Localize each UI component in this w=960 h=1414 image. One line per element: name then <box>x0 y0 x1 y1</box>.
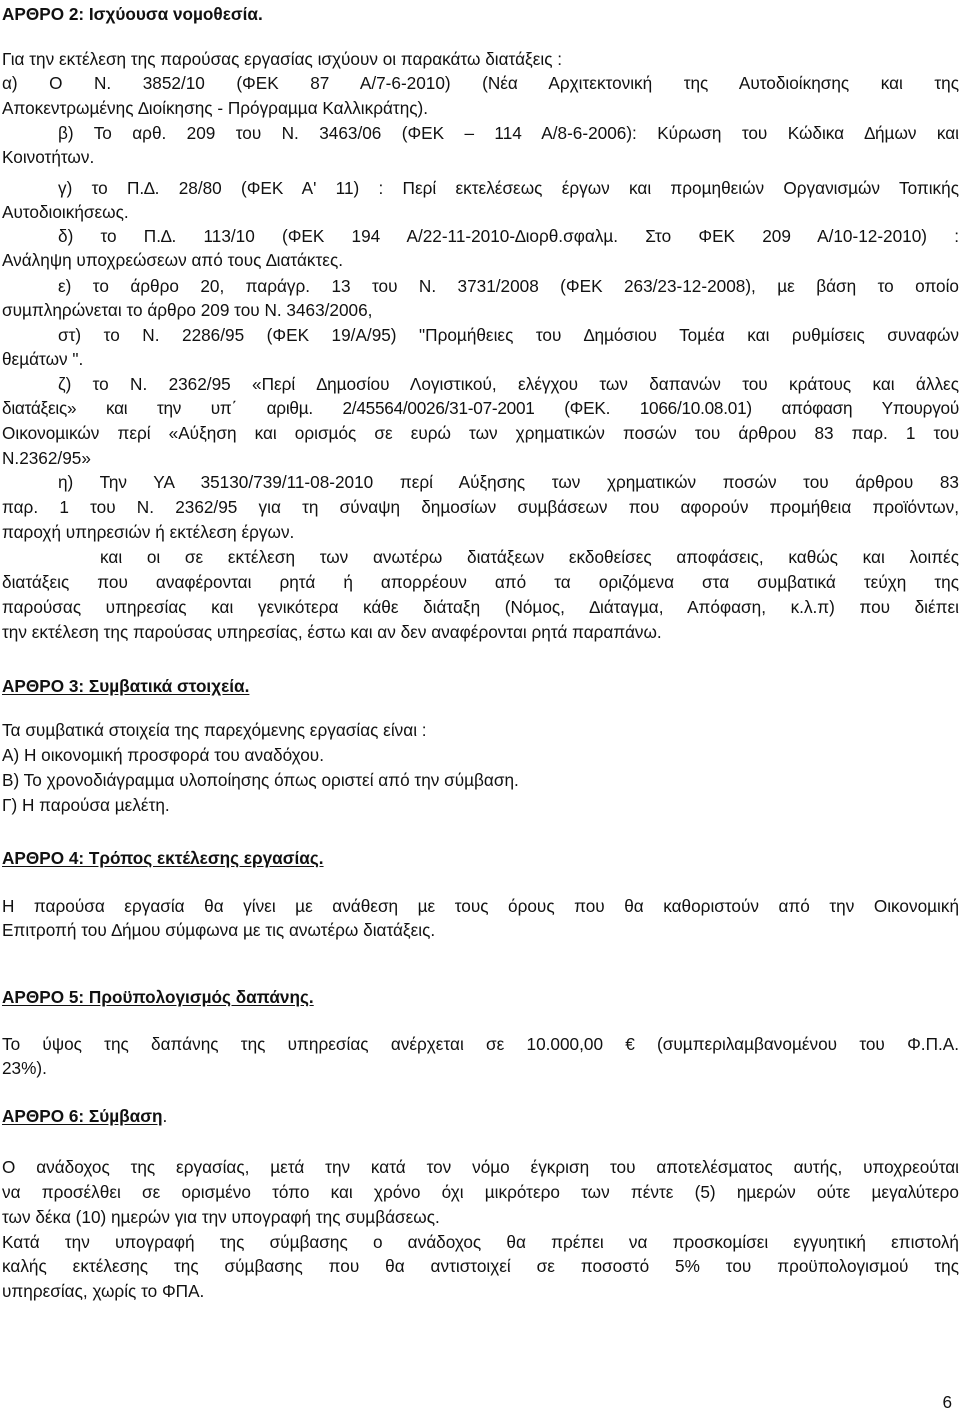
article-6-line: Κατά την υπογραφή της σύµβασης ο ανάδοχος θα πρέπει να προσκοµίσει εγγυητική επιστολή <box>2 1232 959 1252</box>
article-6-line: των δέκα (10) ηµερών για την υπογραφή της συµβάσεως. <box>2 1207 440 1227</box>
article-3-line: Τα συµβατικά στοιχεία της παρεχόµενης εργασίας είναι : <box>2 720 427 740</box>
article-6-heading: ΑΡΘΡΟ 6: Σύµβαση <box>2 1106 163 1126</box>
article-6-heading-tail: . <box>162 1106 168 1126</box>
article-2-line: διατάξεις» και την υπ΄ αριθµ. 2/45564/0026/31-07-2001 (ΦΕΚ. 1066/10.08.01) απόφαση Υπουργού <box>2 398 959 418</box>
article-2-line: διατάξεις που αναφέρονται ρητά ή απορρέουν από τα οριζόµενα στα συµβατικά τεύχη της <box>2 572 959 592</box>
article-2-line: η) Την ΥΑ 35130/739/11-08-2010 περί Αύξησης των χρηµατικών ποσών του άρθρου 83 <box>58 472 959 492</box>
article-5-line: 23%). <box>2 1058 47 1078</box>
article-6-line: υπηρεσίας, χωρίς το ΦΠΑ. <box>2 1281 205 1301</box>
article-3-heading: ΑΡΘΡΟ 3: Συµβατικά στοιχεία. <box>2 676 250 696</box>
article-2-intro: Για την εκτέλεση της παρούσας εργασίας ισχύουν οι παρακάτω διατάξεις : <box>2 49 563 69</box>
article-2-line: Οικονοµικών περί «Αύξηση και ορισµός σε ευρώ των χρηµατικών ποσών του άρθρου 83 παρ. 1 του <box>2 423 959 443</box>
article-2-line: παροχή υπηρεσιών ή εκτέλεση έργων. <box>2 522 295 542</box>
page-number: 6 <box>942 1392 952 1412</box>
article-2-line: Ν.2362/95» <box>2 448 91 468</box>
article-3-line: Α) Η οικονοµική προσφορά του αναδόχου. <box>2 745 324 765</box>
article-2-line: στ) το Ν. 2286/95 (ΦΕΚ 19/Α/95) "Προµήθειες του ∆ηµόσιου Τοµέα και ρυθµίσεις συναφών <box>58 325 959 345</box>
article-2-line: Αυτοδιοικήσεως. <box>2 202 129 222</box>
article-2-line: β) Το αρθ. 209 του Ν. 3463/06 (ΦΕΚ – 114 Α/8-6-2006): Κύρωση του Κώδικα ∆ήµων και <box>58 123 959 143</box>
article-2-line: συµπληρώνεται το άρθρο 209 του Ν. 3463/2006, <box>2 300 373 320</box>
article-2-heading: ΑΡΘΡΟ 2: Ισχύουσα νοµοθεσία. <box>2 4 263 24</box>
article-4-line: Η παρούσα εργασία θα γίνει µε ανάθεση µε τους όρους που θα καθοριστούν από την Οικονοµική <box>2 896 959 916</box>
article-2-line: γ) το Π.∆. 28/80 (ΦΕΚ Α' 11) : Περί εκτελέσεως έργων και προµηθειών Οργανισµών Τοπικής <box>58 178 959 198</box>
article-3-line: Β) Το χρονοδιάγραµµα υλοποίησης όπως οριστεί από την σύµβαση. <box>2 770 519 790</box>
article-2-line: Ανάληψη υποχρεώσεων από τους ∆ιατάκτες. <box>2 250 344 270</box>
article-2-line: την εκτέλεση της παρούσας υπηρεσίας, έστω και αν δεν αναφέρονται ρητά παραπάνω. <box>2 622 662 642</box>
article-2-line: Κοινοτήτων. <box>2 147 95 167</box>
article-2-line: ε) το άρθρο 20, παράγρ. 13 του Ν. 3731/2008 (ΦΕΚ 263/23-12-2008), µε βάση το οποίο <box>58 276 959 296</box>
article-2-line: θεµάτων ". <box>2 349 84 369</box>
article-6-line: να προσέλθει σε ορισµένο τόπο και χρόνο όχι µικρότερο των πέντε (5) ηµερών ούτε µεγαλύτερο <box>2 1182 959 1202</box>
article-3-line: Γ) Η παρούσα µελέτη. <box>2 795 170 815</box>
article-6-heading-row <box>2 1104 167 1128</box>
article-2-line: παρούσας υπηρεσίας και γενικότερα κάθε διάταξη (Νόµος, ∆ιάταγµα, Απόφαση, κ.λ.π) που διέπει <box>2 597 959 617</box>
article-5-heading: ΑΡΘΡΟ 5: Προϋπολογισµός δαπάνης. <box>2 987 314 1007</box>
article-2-line: και οι σε εκτέλεση των ανωτέρω διατάξεων εκδοθείσες αποφάσεις, καθώς και λοιπές <box>100 547 959 567</box>
article-2-line: Αποκεντρωµένης ∆ιοίκησης - Πρόγραµµα Καλλικράτης). <box>2 98 429 118</box>
article-2-line: δ) το Π.∆. 113/10 (ΦΕΚ 194 Α/22-11-2010-∆ιορθ.σφαλµ. Στο ΦΕΚ 209 Α/10-12-2010) : <box>58 226 959 246</box>
article-2-line: ζ) το Ν. 2362/95 «Περί ∆ηµοσίου Λογιστικού, ελέγχου των δαπανών του κράτους και άλλες <box>58 374 959 394</box>
article-5-line: Το ύψος της δαπάνης της υπηρεσίας ανέρχεται σε 10.000,00 € (συµπεριλαµβανοµένου του Φ.Π.Α. <box>2 1034 959 1054</box>
article-2-line: α) Ο Ν. 3852/10 (ΦΕΚ 87 Α/7-6-2010) (Νέα Αρχιτεκτονική της Αυτοδιοίκησης και της <box>2 73 959 93</box>
article-4-heading: ΑΡΘΡΟ 4: Τρόπος εκτέλεσης εργασίας. <box>2 848 324 868</box>
article-6-line: Ο ανάδοχος της εργασίας, µετά την κατά τον νόµο έγκριση του αποτελέσµατος αυτής, υποχρεούται <box>2 1157 959 1177</box>
article-2-line: παρ. 1 του Ν. 2362/95 για τη σύναψη δηµοσίων συµβάσεων που αφορούν προµήθεια προϊόντων, <box>2 497 959 517</box>
article-4-line: Επιτροπή του ∆ήµου σύµφωνα µε τις ανωτέρω διατάξεις. <box>2 920 436 940</box>
article-6-line: καλής εκτέλεσης της σύµβασης που θα αντιστοιχεί σε ποσοστό 5% του προϋπολογισµού της <box>2 1256 959 1276</box>
